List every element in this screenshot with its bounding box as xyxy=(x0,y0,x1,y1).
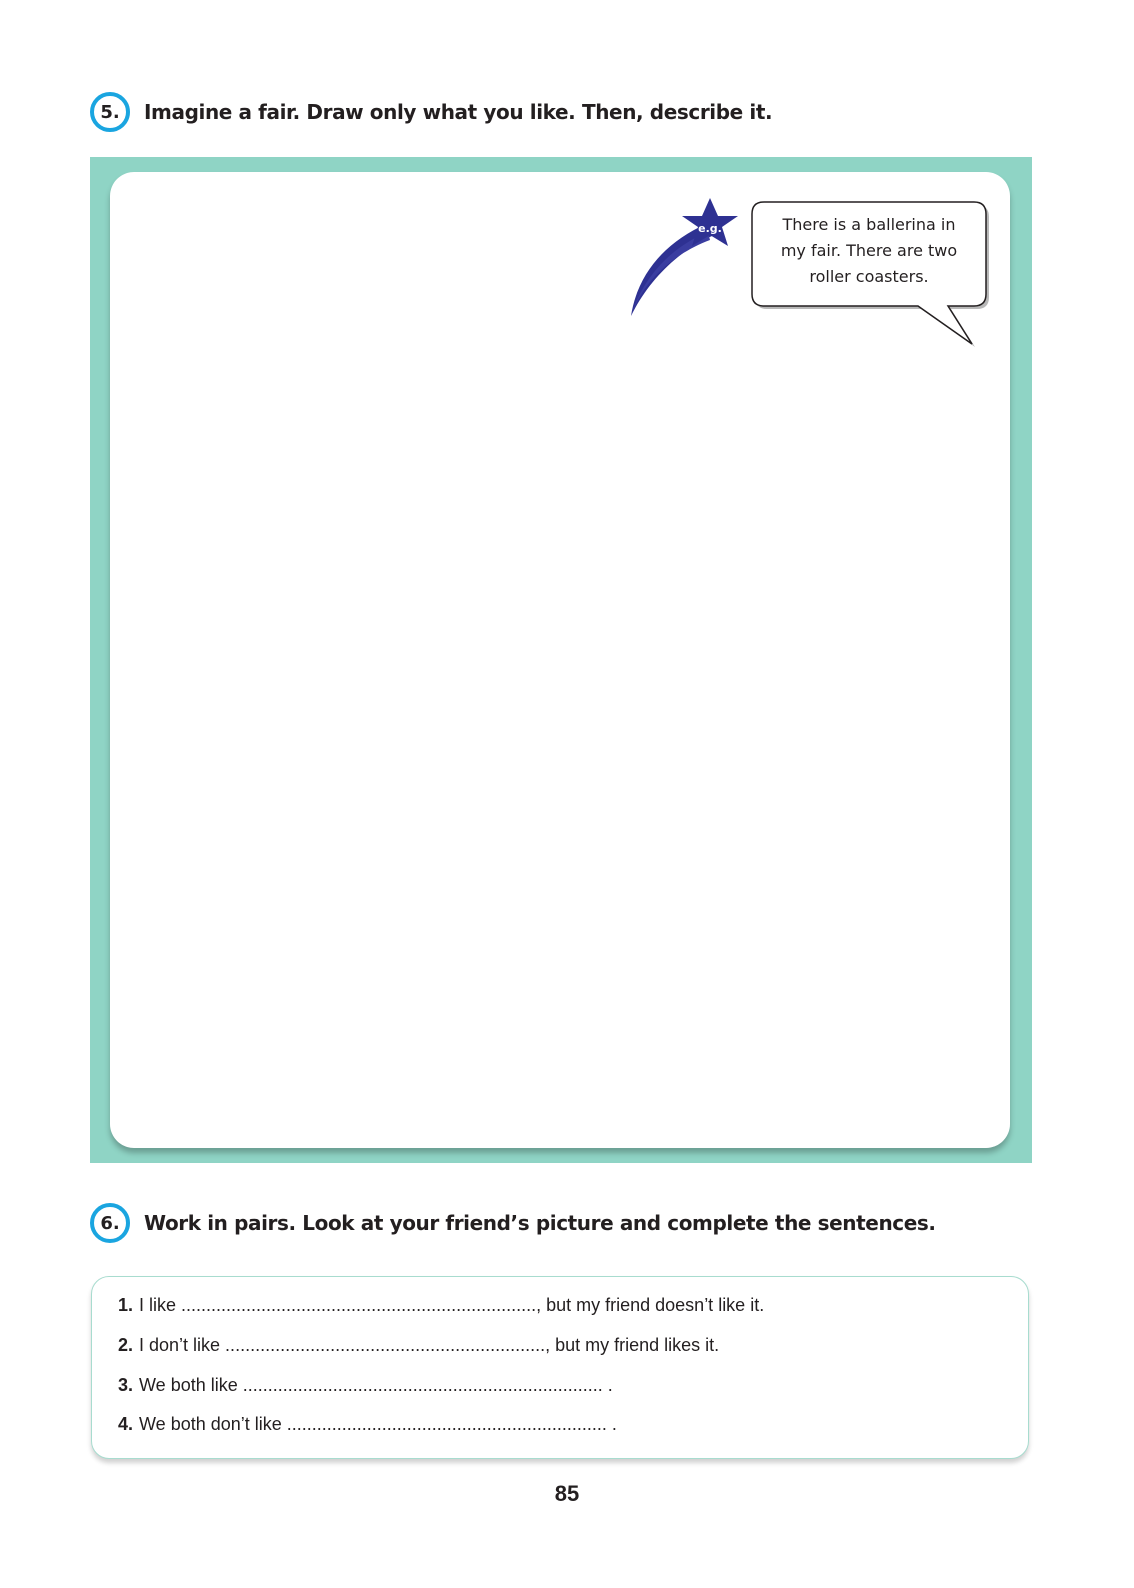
exercise-6-header xyxy=(90,1203,936,1243)
sentence-text: We both don’t like ................................................................ . xyxy=(139,1414,617,1434)
sentence-text: I don’t like ................................................................, but my friend likes it. xyxy=(139,1335,720,1355)
sentence-text: We both like ........................................................................ . xyxy=(139,1375,613,1395)
example-speech-bubble xyxy=(748,198,990,348)
sentence-number: 2. xyxy=(118,1335,134,1355)
sentence-number: 4. xyxy=(118,1414,134,1434)
exercise-6-instruction: Work in pairs. Look at your friend’s picture and complete the sentences. xyxy=(144,1211,936,1235)
sentence-3[interactable] xyxy=(118,1375,613,1396)
sentence-number: 1. xyxy=(118,1295,134,1315)
shooting-star-icon xyxy=(628,196,744,320)
sentence-1[interactable] xyxy=(118,1295,764,1316)
sentence-4[interactable] xyxy=(118,1414,617,1435)
bubble-line-2: my fair. There are two xyxy=(780,241,958,260)
exercise-5-number-badge: 5. xyxy=(90,92,130,132)
exercise-6-number-badge: 6. xyxy=(90,1203,130,1243)
bubble-line-3: roller coasters. xyxy=(809,267,929,286)
bubble-line-1: There is a ballerina in xyxy=(782,215,956,234)
bubble-text xyxy=(760,212,978,290)
sentences-box xyxy=(91,1276,1029,1459)
exercise-5-header xyxy=(90,92,772,132)
sentence-2[interactable] xyxy=(118,1335,719,1356)
exercise-5-instruction: Imagine a fair. Draw only what you like. Then, describe it. xyxy=(144,100,773,124)
page-number: 85 xyxy=(554,1481,580,1506)
sentence-number: 3. xyxy=(118,1375,134,1395)
sentence-text: I like ......................................................................., but my friend doesn’t like it. xyxy=(139,1295,765,1315)
example-label: e.g. xyxy=(698,222,722,235)
